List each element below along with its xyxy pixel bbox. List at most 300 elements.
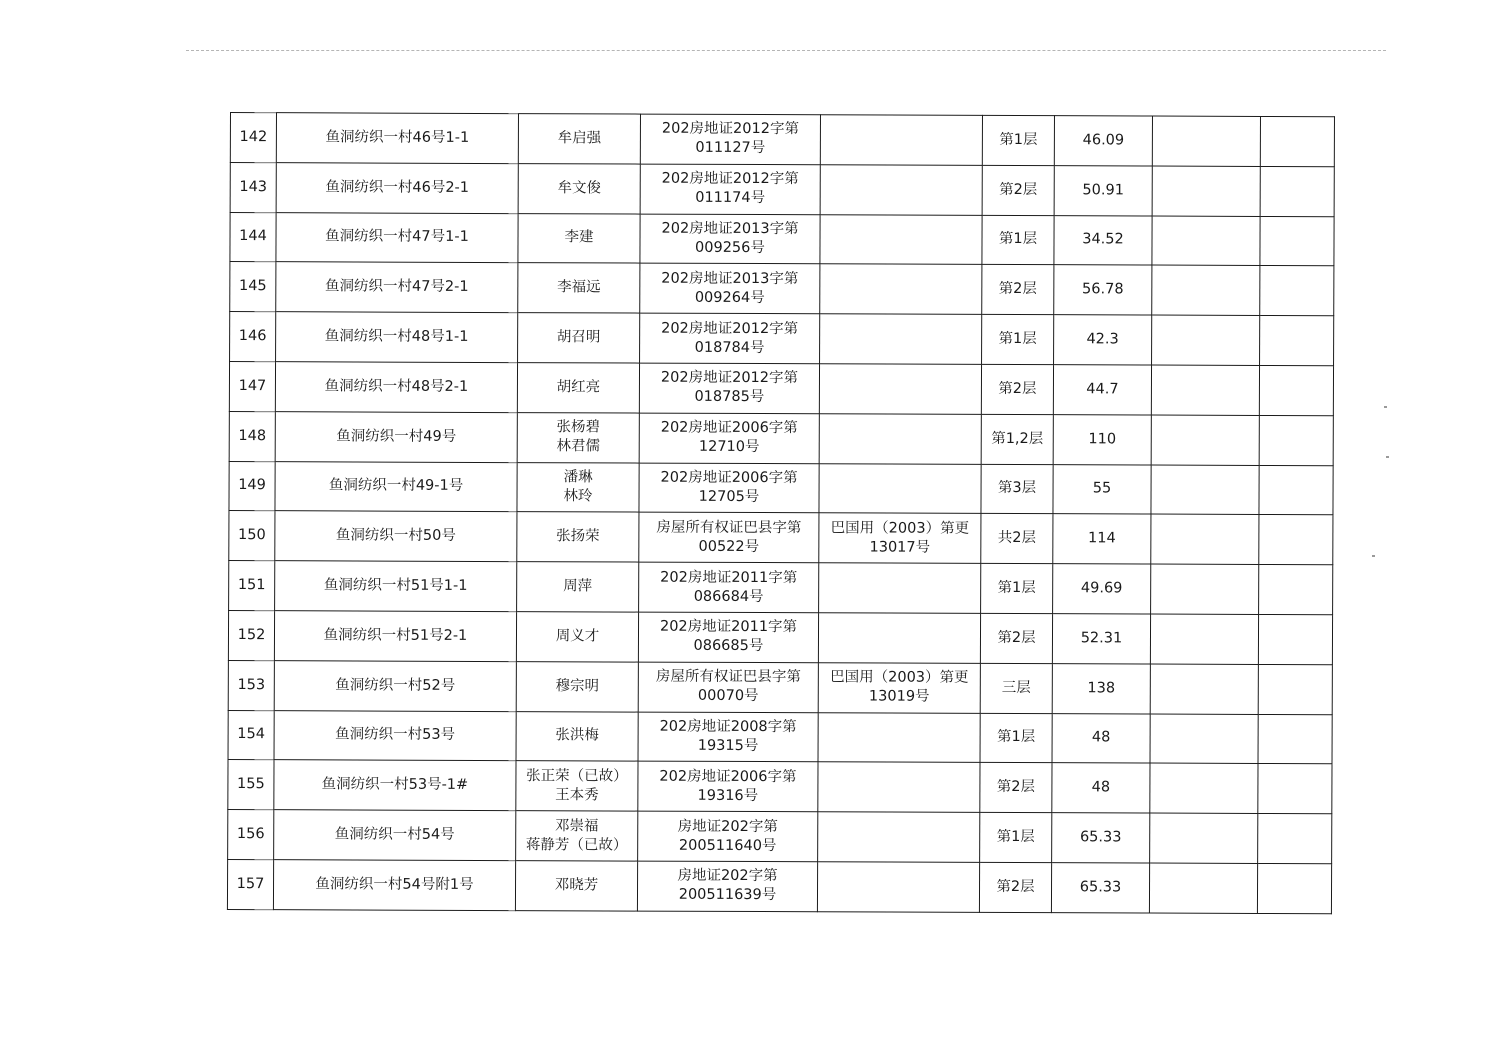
row-number-cell [228,660,274,710]
owner-cell-text: 张正荣（已故） 王本秀 [526,767,628,804]
floor-cell-text: 第1层 [996,828,1035,846]
owner-cell [517,363,639,413]
address-cell [273,860,515,911]
land-cert-cell-line: 巴国用（2003）第更 [830,520,970,537]
property-cert-cell [639,562,819,612]
notes-cell [1260,166,1334,216]
land-cert-cell-line [821,787,976,788]
land-cert-cell [820,264,982,314]
row-number-cell-text: 150 [238,527,266,544]
property-cert-cell [639,463,819,513]
area-cell [1054,116,1152,166]
owner-cell [517,512,639,562]
row-number-cell [228,610,274,660]
property-registry-table [227,112,1335,914]
row-number-cell-text: 157 [236,875,265,892]
table-row [230,262,1334,316]
land-cert-cell-line [823,488,978,489]
row-number-cell-text: 153 [237,676,266,693]
property-cert-cell-line: 202房地证2011字第 [660,569,798,586]
land-cert-cell-line [822,638,977,639]
owner-cell-text: 张洪梅 [555,727,599,744]
owner-cell-text: 邓崇福 蒋静芳（已故） [525,817,628,854]
owner-cell-text: 周义才 [555,628,600,645]
floor-cell-text: 共2层 [997,530,1037,547]
address-cell-text: 鱼洞纺织一村48号2-1 [324,378,469,395]
row-number-cell [230,162,276,212]
land-cert-cell [820,165,982,215]
floor-cell [982,215,1054,265]
property-cert-cell-line: 19316号 [697,787,759,804]
address-cell [276,312,518,363]
address-cell-text: 鱼洞纺织一村52号 [335,677,456,694]
owner-cell [516,661,638,711]
area-cell [1054,215,1152,265]
notes-cell [1259,465,1333,515]
table-row [230,113,1334,167]
remarks-cell [1151,365,1259,415]
address-cell [274,660,516,711]
remarks-cell [1151,564,1259,614]
remarks-cell [1149,863,1257,913]
owner-cell-text: 牟文俊 [557,179,601,197]
property-cert-cell [638,712,818,762]
land-cert-cell-line: 巴国用（2003）第更 [830,669,969,686]
floor-cell [981,514,1053,564]
property-cert-cell [639,413,819,463]
owner-cell [516,612,638,662]
property-cert-cell [639,512,819,562]
table-body [227,113,1334,914]
notes-cell [1259,415,1333,465]
land-cert-cell-line [823,389,978,390]
area-cell-text: 46.09 [1082,132,1125,149]
floor-cell [982,315,1054,365]
remarks-cell [1150,664,1258,714]
floor-cell-text: 第2层 [996,878,1035,895]
row-number-cell-text: 145 [238,278,267,295]
address-cell-text: 鱼洞纺织一村47号2-1 [324,278,469,296]
property-cert-cell-line: 202房地证2013字第 [661,220,799,238]
land-cert-cell-line [824,189,979,190]
area-cell-text: 49.69 [1080,580,1123,597]
area-cell-text: 34.52 [1082,231,1124,248]
area-cell [1051,863,1149,913]
area-cell-text: 55 [1092,480,1112,497]
row-number-cell-text: 155 [237,776,265,793]
area-cell [1052,763,1150,813]
property-cert-cell [638,811,818,861]
owner-cell [516,711,638,761]
remarks-cell [1150,813,1258,863]
area-cell [1054,315,1152,365]
owner-cell [517,562,639,612]
address-cell-text: 鱼洞纺织一村46号1-1 [325,129,470,146]
area-cell-text: 56.78 [1082,281,1124,298]
address-cell-text: 鱼洞纺织一村53号-1# [321,776,469,794]
property-cert-cell-line: 202房地证2006字第 [660,469,798,487]
land-cert-cell [817,862,979,912]
remarks-cell [1150,763,1258,813]
land-cert-cell [819,463,981,513]
area-cell-text: 114 [1087,530,1116,547]
row-number-cell-text: 147 [238,377,267,395]
land-cert-cell-line [823,488,978,489]
floor-cell [980,663,1052,713]
owner-cell-text: 牟启强 [557,130,602,147]
land-cert-cell [820,214,982,264]
floor-cell-text: 第3层 [997,480,1037,497]
notes-cell [1258,814,1332,864]
remarks-cell [1151,465,1259,515]
row-number-cell-text: 154 [237,726,265,743]
area-cell-text: 42.3 [1086,331,1119,348]
table-row [229,361,1333,415]
remarks-cell [1152,265,1260,315]
area-cell [1052,713,1150,763]
remarks-cell [1152,166,1260,216]
area-cell-text: 48 [1091,779,1111,796]
floor-cell [981,364,1053,414]
row-number-cell-text: 143 [239,178,268,195]
land-cert-cell [819,513,981,563]
property-cert-cell [640,263,820,313]
land-cert-cell-line [824,239,979,240]
land-cert-cell-line [824,189,979,190]
land-cert-cell-line [822,588,977,589]
property-cert-cell-line: 202房地证2012字第 [661,170,799,188]
address-cell [276,162,518,213]
floor-cell [980,763,1052,813]
table-row [230,312,1334,366]
land-cert-cell-line [821,787,976,788]
row-number-cell-text: 146 [238,328,267,345]
property-cert-cell-line: 202房地证2013字第 [661,270,799,287]
property-cert-cell-line: 19315号 [697,737,759,754]
area-cell-text: 48 [1091,729,1111,746]
notes-cell [1259,365,1333,415]
remarks-cell [1150,714,1258,764]
land-cert-cell [819,364,981,414]
area-cell [1052,614,1150,664]
remarks-cell [1151,514,1259,564]
remarks-cell [1151,415,1259,465]
property-cert-cell-line: 房屋所有权证巴县字第 [655,668,801,686]
land-cert-cell [818,663,980,713]
owner-cell-text: 胡红亮 [556,379,601,396]
floor-cell [982,265,1054,315]
table-row [229,411,1333,465]
land-cert-cell [818,712,980,762]
notes-cell [1259,565,1333,615]
property-cert-cell-line: 200511640号 [678,837,777,854]
property-cert-cell-line: 00522号 [698,538,760,555]
property-cert-cell-line: 房地证202字第 [677,868,778,885]
floor-cell-text: 三层 [1001,679,1031,696]
scan-speck [1386,456,1389,458]
row-number-cell [230,262,276,312]
floor-cell [979,862,1051,912]
land-cert-cell-line [822,588,977,589]
remarks-cell [1152,216,1260,266]
land-cert-cell-line [822,737,977,738]
notes-cell [1258,714,1332,764]
owner-cell [517,412,639,462]
notes-cell [1260,316,1334,366]
floor-cell-text: 第1层 [998,231,1038,248]
floor-cell [981,564,1053,614]
property-cert-cell [640,214,820,264]
notes-cell [1259,515,1333,565]
land-cert-cell [819,414,981,464]
land-cert-cell-line [823,438,978,439]
row-number-cell [229,411,275,461]
table-row [228,810,1332,864]
land-cert-cell-line [823,389,978,390]
area-cell [1053,514,1151,564]
table-row [228,660,1332,714]
land-cert-cell-line [823,339,978,340]
table-row [229,461,1333,515]
table-row [228,710,1332,764]
area-cell-text: 65.33 [1079,829,1122,846]
notes-cell [1258,614,1332,664]
address-cell [274,611,516,662]
area-cell [1054,265,1152,315]
land-cert-cell-line [823,339,978,340]
table-row [229,561,1333,615]
land-cert-cell-line: 13019号 [868,688,930,705]
floor-cell-text: 第1层 [996,729,1036,746]
address-cell [275,561,517,612]
owner-cell-text: 张扬荣 [556,528,600,545]
area-cell [1053,564,1151,614]
floor-cell-text: 第1层 [997,580,1036,597]
property-cert-cell-line: 011174号 [695,189,766,207]
floor-cell [980,713,1052,763]
address-cell-text: 鱼洞纺织一村49-1号 [328,477,464,495]
floor-cell [981,414,1053,464]
property-cert-cell [640,114,820,164]
property-cert-cell [637,861,817,911]
address-cell [274,810,516,861]
owner-cell-text: 潘琳 林玲 [563,469,593,505]
row-number-cell-text: 151 [237,577,266,594]
row-number-cell [228,810,274,860]
floor-cell-text: 第2层 [996,779,1036,796]
row-number-cell [227,859,273,909]
area-cell-text: 110 [1088,430,1117,448]
land-cert-cell-line [821,887,976,888]
owner-cell-text: 李建 [564,229,594,246]
land-cert-cell-line [821,837,976,838]
land-cert-cell-line [822,638,977,639]
property-cert-cell-line: 房屋所有权证巴县字第 [656,519,802,536]
row-number-cell-text: 156 [236,826,265,843]
property-cert-cell-line: 202房地证2006字第 [660,419,798,437]
land-cert-cell-line [823,438,978,439]
owner-cell-text: 穆宗明 [555,677,600,695]
owner-cell [518,163,640,213]
remarks-cell [1152,116,1260,166]
property-cert-cell [640,164,820,214]
row-number-cell [228,760,274,810]
land-cert-cell-line [824,239,979,240]
table-row [228,760,1332,814]
address-cell-text: 鱼洞纺织一村46号2-1 [325,179,470,196]
land-cert-cell [818,613,980,663]
address-cell-text: 鱼洞纺织一村54号 [334,826,455,843]
address-cell [275,461,517,512]
property-cert-cell-line: 202房地证2012字第 [661,121,799,138]
address-cell [276,262,518,313]
land-cert-cell-line [824,140,979,141]
property-cert-cell-line: 00070号 [697,687,759,705]
land-cert-cell-line [823,289,978,290]
floor-cell-text: 第1层 [998,331,1037,348]
area-cell-text: 50.91 [1082,181,1124,199]
address-cell [274,710,516,761]
property-cert-cell [638,612,818,662]
notes-cell [1257,863,1331,913]
area-cell [1053,365,1151,415]
address-cell [275,362,517,413]
area-cell [1052,813,1150,863]
remarks-cell [1150,614,1258,664]
land-cert-cell-line [824,140,979,141]
notes-cell [1258,664,1332,714]
table-row [230,162,1334,216]
property-cert-cell-line: 086685号 [693,638,764,655]
property-cert-cell-line: 202房地证2008字第 [659,718,797,736]
notes-cell [1260,266,1334,316]
land-cert-cell [819,563,981,613]
floor-cell-text: 第2层 [999,181,1038,198]
address-cell [274,760,516,811]
row-number-cell [230,113,276,163]
address-cell-text: 鱼洞纺织一村48号1-1 [324,328,469,345]
land-cert-cell-line [823,289,978,290]
land-cert-cell [820,115,982,165]
address-cell-text: 鱼洞纺织一村51号2-1 [323,627,468,644]
notes-cell [1260,116,1334,166]
address-cell [276,113,518,164]
owner-cell-text: 李福远 [557,279,601,296]
floor-cell [981,464,1053,514]
row-number-cell [230,312,276,362]
row-number-cell [230,212,276,262]
notes-cell [1258,764,1332,814]
floor-cell [982,115,1054,165]
owner-cell [516,811,638,861]
table-row [227,859,1331,913]
floor-cell-text: 第2层 [998,380,1037,397]
address-cell-text: 鱼洞纺织一村51号1-1 [323,577,468,594]
address-cell-text: 鱼洞纺织一村50号 [335,527,456,545]
owner-cell-text: 周萍 [563,578,593,595]
property-cert-cell-line: 018784号 [694,339,765,356]
address-cell [276,212,518,263]
row-number-cell [229,561,275,611]
address-cell-text: 鱼洞纺织一村49号 [336,428,457,445]
property-cert-cell [640,313,820,363]
row-number-cell-text: 152 [237,626,266,643]
remarks-cell [1152,315,1260,365]
floor-cell-text: 第1层 [999,131,1038,148]
floor-cell-text: 第1,2层 [991,430,1044,447]
row-number-cell-text: 144 [239,228,267,245]
area-cell [1053,414,1151,464]
area-cell [1053,464,1151,514]
row-number-cell-text: 148 [238,427,267,444]
land-cert-cell-line [822,737,977,738]
property-cert-cell [638,662,818,712]
property-cert-cell-line: 202房地证2011字第 [659,619,798,636]
row-number-cell [228,710,274,760]
floor-cell-text: 第2层 [998,281,1037,298]
property-cert-cell-line: 200511639号 [678,887,777,904]
land-cert-cell-line: 13017号 [869,539,931,556]
property-cert-cell-line: 12710号 [698,438,760,456]
row-number-cell [229,361,275,411]
property-cert-cell-line: 房地证202字第 [677,818,778,835]
area-cell [1054,165,1152,215]
owner-cell [518,263,640,313]
owner-cell [517,462,639,512]
row-number-cell [229,461,275,511]
property-cert-cell [639,363,819,413]
scan-header-line [186,50,1386,51]
owner-cell [515,861,637,911]
row-number-cell-text: 149 [238,477,266,494]
address-cell [275,411,517,462]
property-cert-cell-line: 202房地证2012字第 [660,370,799,387]
owner-cell-text: 张杨碧 林君儒 [556,419,601,455]
area-cell [1052,663,1150,713]
floor-cell [980,613,1052,663]
property-cert-cell-line: 009256号 [695,239,765,257]
property-cert-cell-line: 018785号 [694,389,765,406]
property-cert-cell-line: 086684号 [693,588,764,605]
address-cell-text: 鱼洞纺织一村53号 [335,726,456,744]
owner-cell [518,213,640,263]
floor-cell-text: 第2层 [997,629,1036,646]
floor-cell [982,165,1054,215]
owner-cell [518,114,640,164]
address-cell-text: 鱼洞纺织一村54号附1号 [315,876,474,893]
owner-cell-text: 邓晓芳 [554,877,599,894]
table-row [230,212,1334,266]
area-cell-text: 138 [1087,679,1116,697]
property-cert-cell-line: 202房地证2006字第 [659,768,797,785]
row-number-cell [229,511,275,561]
property-cert-cell-line: 12705号 [698,488,760,506]
scan-speck [1384,406,1387,408]
notes-cell [1260,216,1334,266]
property-cert-cell [638,761,818,811]
property-cert-cell-line: 202房地证2012字第 [661,320,799,337]
address-cell-text: 鱼洞纺织一村47号1-1 [325,228,469,246]
land-cert-cell [818,762,980,812]
property-cert-cell-line: 011127号 [695,140,766,157]
table-row [229,511,1333,565]
table-row [228,610,1332,664]
land-cert-cell-line [821,837,976,838]
land-cert-cell-line [821,887,976,888]
land-cert-cell [818,812,980,862]
land-cert-cell [820,314,982,364]
area-cell-text: 65.33 [1079,879,1122,896]
